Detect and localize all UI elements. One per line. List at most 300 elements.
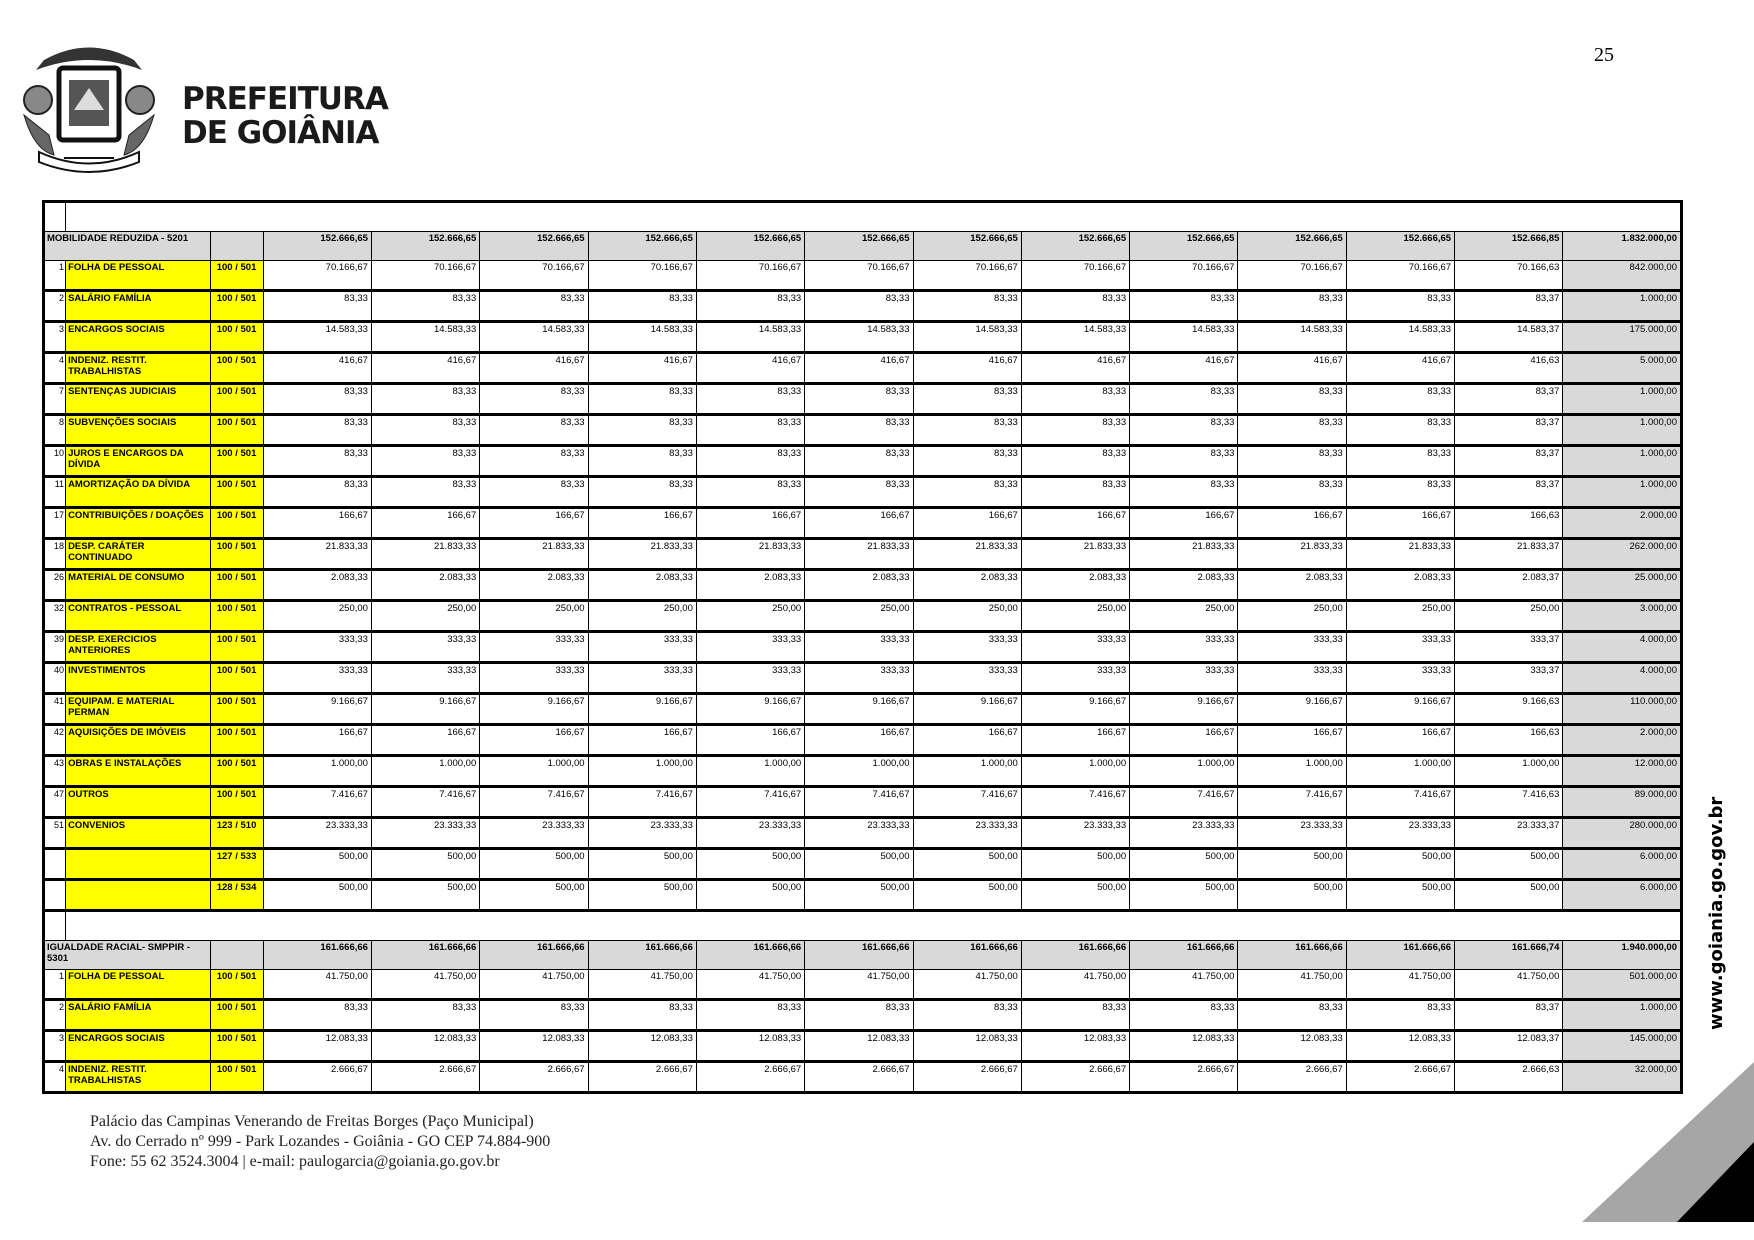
row-month-value: 416,67 (913, 353, 1021, 384)
row-month-value: 1.000,00 (588, 756, 696, 787)
row-description: DESP. EXERCICIOS ANTERIORES (66, 632, 211, 663)
table-row (44, 353, 1682, 384)
row-number: 4 (44, 353, 66, 384)
row-number: 1 (44, 261, 66, 291)
row-month-value: 83,37 (1455, 384, 1563, 415)
row-number (44, 880, 66, 911)
section-month-value: 161.666,66 (805, 941, 913, 970)
row-number: 40 (44, 663, 66, 694)
row-month-value: 83,33 (1238, 291, 1346, 322)
row-total: 6.000,00 (1563, 849, 1682, 880)
row-month-value: 9.166,63 (1455, 694, 1563, 725)
corner-decoration (1582, 1062, 1754, 1222)
row-month-value: 166,67 (480, 508, 588, 539)
row-month-value: 500,00 (805, 849, 913, 880)
row-month-value: 83,33 (1346, 1000, 1454, 1031)
row-total: 145.000,00 (1563, 1031, 1682, 1062)
row-description (66, 849, 211, 880)
row-source-code: 100 / 501 (211, 261, 263, 291)
section-month-value: 152.666,65 (480, 232, 588, 261)
row-month-value: 2.083,33 (480, 570, 588, 601)
section-month-value: 152.666,65 (263, 232, 371, 261)
row-month-value: 166,67 (1238, 725, 1346, 756)
row-month-value: 333,33 (588, 663, 696, 694)
row-month-value: 416,67 (1021, 353, 1129, 384)
row-month-value: 2.083,33 (588, 570, 696, 601)
table-row (44, 291, 1682, 322)
row-month-value: 500,00 (913, 849, 1021, 880)
row-month-value: 12.083,33 (1346, 1031, 1454, 1062)
row-month-value: 1.000,00 (1130, 756, 1238, 787)
row-total: 1.000,00 (1563, 384, 1682, 415)
row-description: CONTRIBUIÇÕES / DOAÇÕES (66, 508, 211, 539)
table-row (44, 384, 1682, 415)
row-month-value: 9.166,67 (805, 694, 913, 725)
row-month-value: 333,33 (913, 632, 1021, 663)
row-month-value: 41.750,00 (371, 970, 479, 1000)
row-month-value: 83,33 (1346, 384, 1454, 415)
section-total: 1.832.000,00 (1563, 232, 1682, 261)
row-month-value: 333,33 (1021, 663, 1129, 694)
row-month-value: 12.083,33 (588, 1031, 696, 1062)
row-month-value: 70.166,67 (913, 261, 1021, 291)
row-month-value: 14.583,33 (1021, 322, 1129, 353)
row-month-value: 1.000,00 (1021, 756, 1129, 787)
row-source-code: 100 / 501 (211, 694, 263, 725)
section-code-cell (211, 941, 263, 970)
row-month-value: 83,33 (263, 477, 371, 508)
row-month-value: 12.083,37 (1455, 1031, 1563, 1062)
row-month-value: 2.083,33 (1238, 570, 1346, 601)
row-month-value: 1.000,00 (263, 756, 371, 787)
row-month-value: 500,00 (480, 849, 588, 880)
row-month-value: 166,63 (1455, 725, 1563, 756)
row-month-value: 166,67 (1130, 725, 1238, 756)
row-month-value: 83,37 (1455, 1000, 1563, 1031)
row-number: 3 (44, 322, 66, 353)
row-month-value: 83,33 (1021, 384, 1129, 415)
row-month-value: 83,33 (588, 291, 696, 322)
row-month-value: 2.083,33 (913, 570, 1021, 601)
row-month-value: 83,33 (805, 477, 913, 508)
row-total: 1.000,00 (1563, 291, 1682, 322)
section-month-value: 161.666,66 (480, 941, 588, 970)
section-month-value: 152.666,65 (1238, 232, 1346, 261)
row-total: 1.000,00 (1563, 477, 1682, 508)
table-row (44, 787, 1682, 818)
row-description: AMORTIZAÇÃO DA DÍVIDA (66, 477, 211, 508)
row-month-value: 23.333,33 (1130, 818, 1238, 849)
row-month-value: 333,33 (1238, 663, 1346, 694)
row-month-value: 83,33 (1346, 477, 1454, 508)
row-source-code: 100 / 501 (211, 1062, 263, 1093)
row-month-value: 9.166,67 (371, 694, 479, 725)
row-month-value: 14.583,33 (913, 322, 1021, 353)
section-month-value: 152.666,65 (371, 232, 479, 261)
row-source-code: 100 / 501 (211, 539, 263, 570)
row-month-value: 21.833,33 (913, 539, 1021, 570)
row-number: 1 (44, 970, 66, 1000)
row-number: 11 (44, 477, 66, 508)
row-month-value: 250,00 (1238, 601, 1346, 632)
row-description: SUBVENÇÕES SOCIAIS (66, 415, 211, 446)
brand-line-2: DE GOIÂNIA (182, 115, 379, 151)
row-month-value: 9.166,67 (1021, 694, 1129, 725)
section-month-value: 152.666,65 (588, 232, 696, 261)
section-month-value: 152.666,65 (1346, 232, 1454, 261)
row-source-code: 127 / 533 (211, 849, 263, 880)
budget-table (42, 200, 1683, 1094)
row-month-value: 83,33 (696, 446, 804, 477)
row-month-value: 83,33 (1346, 415, 1454, 446)
row-total: 1.000,00 (1563, 1000, 1682, 1031)
row-month-value: 333,33 (480, 663, 588, 694)
row-total: 110.000,00 (1563, 694, 1682, 725)
section-month-value: 152.666,65 (1130, 232, 1238, 261)
spacer-row (44, 911, 1682, 941)
spacer-row (44, 202, 1682, 232)
section-month-value: 161.666,66 (696, 941, 804, 970)
row-month-value: 83,33 (696, 291, 804, 322)
row-month-value: 41.750,00 (696, 970, 804, 1000)
row-month-value: 70.166,67 (1346, 261, 1454, 291)
table-row (44, 570, 1682, 601)
row-month-value: 166,67 (696, 508, 804, 539)
row-month-value: 83,33 (913, 446, 1021, 477)
row-source-code: 123 / 510 (211, 818, 263, 849)
row-month-value: 166,67 (371, 508, 479, 539)
row-month-value: 21.833,33 (588, 539, 696, 570)
table-row (44, 849, 1682, 880)
section-total: 1.940.000,00 (1563, 941, 1682, 970)
row-month-value: 500,00 (263, 849, 371, 880)
row-total: 1.000,00 (1563, 446, 1682, 477)
row-number: 42 (44, 725, 66, 756)
row-month-value: 70.166,67 (805, 261, 913, 291)
table-row (44, 1062, 1682, 1093)
section-month-value: 161.666,66 (913, 941, 1021, 970)
row-month-value: 1.000,00 (480, 756, 588, 787)
row-total: 4.000,00 (1563, 632, 1682, 663)
section-month-value: 161.666,66 (1130, 941, 1238, 970)
row-description: CONVENIOS (66, 818, 211, 849)
row-month-value: 83,33 (1346, 446, 1454, 477)
row-month-value: 166,67 (913, 508, 1021, 539)
row-month-value: 23.333,33 (805, 818, 913, 849)
row-month-value: 83,37 (1455, 477, 1563, 508)
row-month-value: 500,00 (588, 849, 696, 880)
row-month-value: 70.166,67 (696, 261, 804, 291)
row-number: 18 (44, 539, 66, 570)
row-number: 26 (44, 570, 66, 601)
row-number: 41 (44, 694, 66, 725)
row-month-value: 83,33 (480, 1000, 588, 1031)
row-month-value: 166,67 (480, 725, 588, 756)
section-month-value: 161.666,66 (263, 941, 371, 970)
row-month-value: 7.416,63 (1455, 787, 1563, 818)
row-month-value: 2.666,67 (371, 1062, 479, 1093)
row-number: 2 (44, 291, 66, 322)
row-month-value: 2.083,33 (263, 570, 371, 601)
row-month-value: 23.333,33 (588, 818, 696, 849)
row-month-value: 70.166,67 (1130, 261, 1238, 291)
row-number: 47 (44, 787, 66, 818)
row-month-value: 250,00 (480, 601, 588, 632)
row-month-value: 83,33 (1238, 1000, 1346, 1031)
row-month-value: 83,33 (371, 415, 479, 446)
row-month-value: 333,33 (1130, 663, 1238, 694)
row-month-value: 83,33 (805, 446, 913, 477)
row-month-value: 83,33 (1021, 477, 1129, 508)
row-month-value: 166,67 (588, 508, 696, 539)
row-month-value: 166,67 (696, 725, 804, 756)
row-month-value: 2.083,33 (1021, 570, 1129, 601)
table-row (44, 756, 1682, 787)
row-total: 89.000,00 (1563, 787, 1682, 818)
row-month-value: 23.333,33 (1346, 818, 1454, 849)
row-month-value: 333,33 (805, 632, 913, 663)
row-month-value: 500,00 (1238, 880, 1346, 911)
row-month-value: 83,33 (913, 415, 1021, 446)
row-month-value: 12.083,33 (805, 1031, 913, 1062)
row-month-value: 500,00 (371, 880, 479, 911)
row-number: 3 (44, 1031, 66, 1062)
row-month-value: 7.416,67 (913, 787, 1021, 818)
row-month-value: 7.416,67 (696, 787, 804, 818)
row-month-value: 70.166,67 (371, 261, 479, 291)
row-month-value: 416,67 (263, 353, 371, 384)
row-month-value: 83,33 (263, 1000, 371, 1031)
row-month-value: 23.333,33 (263, 818, 371, 849)
row-month-value: 2.666,67 (805, 1062, 913, 1093)
table-row (44, 415, 1682, 446)
row-month-value: 83,33 (696, 384, 804, 415)
section-month-value: 152.666,85 (1455, 232, 1563, 261)
row-month-value: 23.333,33 (1021, 818, 1129, 849)
row-source-code: 100 / 501 (211, 446, 263, 477)
section-month-value: 161.666,66 (588, 941, 696, 970)
row-month-value: 83,33 (805, 1000, 913, 1031)
row-month-value: 70.166,67 (263, 261, 371, 291)
row-month-value: 41.750,00 (1021, 970, 1129, 1000)
row-description: CONTRATOS - PESSOAL (66, 601, 211, 632)
row-month-value: 2.083,33 (696, 570, 804, 601)
row-total: 1.000,00 (1563, 415, 1682, 446)
row-month-value: 2.083,33 (1346, 570, 1454, 601)
row-month-value: 70.166,67 (480, 261, 588, 291)
row-total: 501.000,00 (1563, 970, 1682, 1000)
row-month-value: 7.416,67 (263, 787, 371, 818)
row-month-value: 12.083,33 (696, 1031, 804, 1062)
row-source-code: 100 / 501 (211, 787, 263, 818)
row-month-value: 21.833,33 (371, 539, 479, 570)
section-month-value: 152.666,65 (1021, 232, 1129, 261)
row-source-code: 100 / 501 (211, 725, 263, 756)
row-description: INDENIZ. RESTIT. TRABALHISTAS (66, 353, 211, 384)
row-month-value: 83,37 (1455, 415, 1563, 446)
row-month-value: 83,33 (588, 415, 696, 446)
table-row (44, 694, 1682, 725)
row-month-value: 2.666,67 (1021, 1062, 1129, 1093)
row-source-code: 100 / 501 (211, 477, 263, 508)
section-month-value: 161.666,66 (371, 941, 479, 970)
row-month-value: 250,00 (588, 601, 696, 632)
row-month-value: 2.083,37 (1455, 570, 1563, 601)
row-source-code: 100 / 501 (211, 756, 263, 787)
row-month-value: 83,33 (1130, 446, 1238, 477)
row-month-value: 21.833,33 (696, 539, 804, 570)
row-description: ENCARGOS SOCIAIS (66, 1031, 211, 1062)
row-month-value: 2.666,67 (1346, 1062, 1454, 1093)
row-month-value: 500,00 (1346, 849, 1454, 880)
row-source-code: 100 / 501 (211, 570, 263, 601)
row-month-value: 41.750,00 (1238, 970, 1346, 1000)
row-month-value: 7.416,67 (480, 787, 588, 818)
row-month-value: 83,37 (1455, 446, 1563, 477)
row-month-value: 250,00 (913, 601, 1021, 632)
row-month-value: 23.333,33 (913, 818, 1021, 849)
row-month-value: 83,33 (1130, 415, 1238, 446)
table-row (44, 508, 1682, 539)
row-month-value: 83,33 (1021, 446, 1129, 477)
row-month-value: 83,33 (480, 384, 588, 415)
footer-line-2: Av. do Cerrado nº 999 - Park Lozandes - Goiânia - GO CEP 74.884-900 (90, 1133, 551, 1150)
spacer-cell (44, 911, 66, 941)
table-row (44, 446, 1682, 477)
row-month-value: 83,33 (913, 384, 1021, 415)
row-month-value: 41.750,00 (1130, 970, 1238, 1000)
row-month-value: 333,37 (1455, 632, 1563, 663)
section-title: MOBILIDADE REDUZIDA - 5201 (44, 232, 211, 261)
row-month-value: 21.833,37 (1455, 539, 1563, 570)
row-month-value: 2.666,67 (1130, 1062, 1238, 1093)
row-number (44, 849, 66, 880)
row-description: FOLHA DE PESSOAL (66, 970, 211, 1000)
row-month-value: 250,00 (696, 601, 804, 632)
row-month-value: 333,33 (263, 663, 371, 694)
row-month-value: 416,67 (371, 353, 479, 384)
section-month-value: 161.666,66 (1238, 941, 1346, 970)
row-month-value: 83,33 (805, 415, 913, 446)
table-row (44, 1031, 1682, 1062)
row-month-value: 500,00 (1455, 849, 1563, 880)
row-month-value: 83,33 (1238, 446, 1346, 477)
table-row (44, 632, 1682, 663)
row-number: 2 (44, 1000, 66, 1031)
row-month-value: 2.666,67 (588, 1062, 696, 1093)
row-month-value: 21.833,33 (1238, 539, 1346, 570)
row-month-value: 166,67 (263, 725, 371, 756)
row-month-value: 83,33 (263, 384, 371, 415)
row-description: FOLHA DE PESSOAL (66, 261, 211, 291)
row-month-value: 41.750,00 (1455, 970, 1563, 1000)
row-month-value: 83,33 (1021, 1000, 1129, 1031)
row-month-value: 83,33 (1130, 477, 1238, 508)
row-number: 8 (44, 415, 66, 446)
row-month-value: 83,33 (1130, 291, 1238, 322)
row-total: 25.000,00 (1563, 570, 1682, 601)
row-month-value: 83,33 (480, 291, 588, 322)
row-month-value: 83,33 (1346, 291, 1454, 322)
row-month-value: 333,33 (263, 632, 371, 663)
row-month-value: 416,67 (480, 353, 588, 384)
row-month-value: 7.416,67 (371, 787, 479, 818)
row-month-value: 83,33 (913, 477, 1021, 508)
row-description: OBRAS E INSTALAÇÕES (66, 756, 211, 787)
row-month-value: 41.750,00 (588, 970, 696, 1000)
row-month-value: 500,00 (480, 880, 588, 911)
row-month-value: 2.666,63 (1455, 1062, 1563, 1093)
row-month-value: 14.583,33 (1346, 322, 1454, 353)
row-number: 17 (44, 508, 66, 539)
table-row (44, 1000, 1682, 1031)
row-month-value: 83,33 (588, 384, 696, 415)
row-month-value: 500,00 (1455, 880, 1563, 911)
row-month-value: 12.083,33 (1238, 1031, 1346, 1062)
coat-of-arms-logo (14, 40, 164, 175)
row-month-value: 12.083,33 (913, 1031, 1021, 1062)
row-month-value: 500,00 (1021, 849, 1129, 880)
row-total: 262.000,00 (1563, 539, 1682, 570)
row-number: 32 (44, 601, 66, 632)
row-number: 10 (44, 446, 66, 477)
row-month-value: 9.166,67 (913, 694, 1021, 725)
row-month-value: 166,67 (263, 508, 371, 539)
row-month-value: 23.333,33 (480, 818, 588, 849)
row-month-value: 250,00 (371, 601, 479, 632)
row-month-value: 500,00 (696, 880, 804, 911)
row-month-value: 416,67 (696, 353, 804, 384)
row-month-value: 500,00 (1021, 880, 1129, 911)
row-month-value: 83,33 (913, 291, 1021, 322)
row-month-value: 7.416,67 (1130, 787, 1238, 818)
table-row (44, 880, 1682, 911)
row-month-value: 333,33 (696, 632, 804, 663)
row-month-value: 2.666,67 (263, 1062, 371, 1093)
row-month-value: 83,33 (805, 291, 913, 322)
row-month-value: 166,67 (805, 508, 913, 539)
row-description: SALÁRIO FAMÍLIA (66, 291, 211, 322)
row-month-value: 500,00 (263, 880, 371, 911)
row-month-value: 83,33 (913, 1000, 1021, 1031)
row-month-value: 83,33 (696, 1000, 804, 1031)
row-month-value: 250,00 (263, 601, 371, 632)
row-month-value: 7.416,67 (588, 787, 696, 818)
row-month-value: 41.750,00 (805, 970, 913, 1000)
row-source-code: 128 / 534 (211, 880, 263, 911)
row-month-value: 83,33 (371, 291, 479, 322)
row-description (66, 880, 211, 911)
footer-address (90, 1112, 550, 1172)
row-month-value: 500,00 (588, 880, 696, 911)
row-description: DESP. CARÁTER CONTINUADO (66, 539, 211, 570)
row-month-value: 166,63 (1455, 508, 1563, 539)
row-total: 280.000,00 (1563, 818, 1682, 849)
budget-table-container (42, 200, 1683, 1094)
row-total: 6.000,00 (1563, 880, 1682, 911)
row-description: SENTENÇAS JUDICIAIS (66, 384, 211, 415)
row-month-value: 2.083,33 (371, 570, 479, 601)
row-source-code: 100 / 501 (211, 1031, 263, 1062)
row-month-value: 1.000,00 (371, 756, 479, 787)
row-description: MATERIAL DE CONSUMO (66, 570, 211, 601)
row-month-value: 83,37 (1455, 291, 1563, 322)
row-month-value: 83,33 (1130, 384, 1238, 415)
section-header-row (44, 232, 1682, 261)
row-total: 2.000,00 (1563, 725, 1682, 756)
row-month-value: 21.833,33 (805, 539, 913, 570)
row-month-value: 12.083,33 (480, 1031, 588, 1062)
